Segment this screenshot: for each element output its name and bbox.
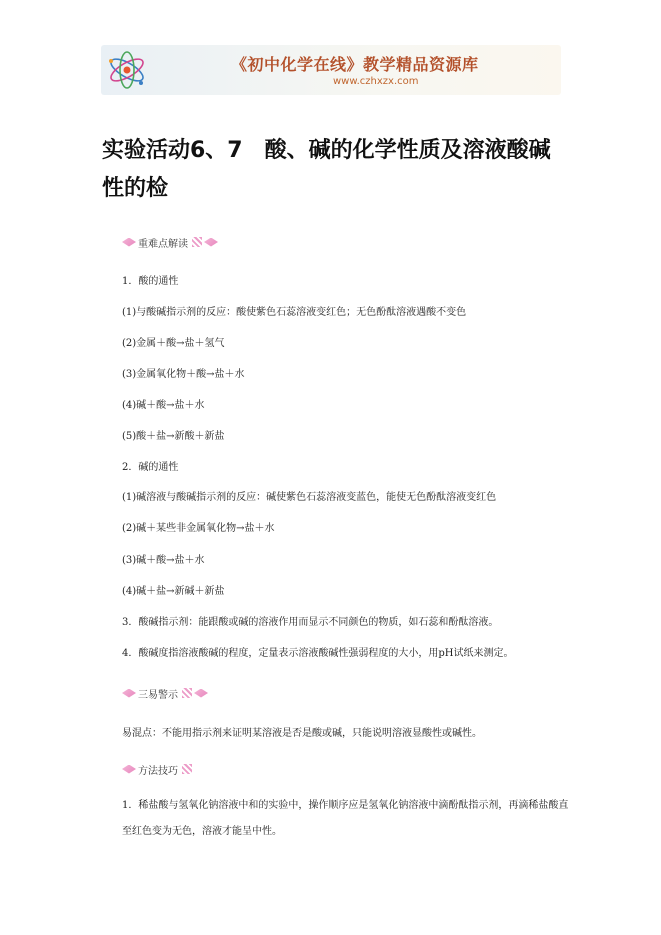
diamond-icon <box>204 238 218 247</box>
list-item: (5)酸＋盐→新酸＋新盐 <box>122 431 225 442</box>
section-label: 重难点解读 <box>138 238 188 250</box>
atom-icon <box>101 47 153 93</box>
diamond-icon <box>122 765 136 774</box>
list-item: 1．酸的通性 <box>122 276 179 287</box>
tips-text: 1．稀盐酸与氢氧化钠溶液中和的实验中，操作顺序应是氢氧化钠溶液中滴酚酞指示剂，再滴稀盐酸直至红色变为无色，溶液才能呈中性。 <box>122 800 569 837</box>
stripe-icon <box>192 237 202 247</box>
banner-url: www.czhxzx.com <box>333 76 419 87</box>
list-item: (3)金属氧化物＋酸→盐＋水 <box>122 369 245 380</box>
diamond-icon <box>194 689 208 698</box>
section-tag-key-points <box>122 235 218 249</box>
section-tag-warnings <box>122 686 208 700</box>
header-banner <box>101 45 561 95</box>
list-item: (3)碱＋酸→盐＋水 <box>122 555 205 566</box>
stripe-icon <box>182 688 192 698</box>
diamond-icon <box>122 689 136 698</box>
list-item: (4)碱＋盐→新碱＋新盐 <box>122 586 225 597</box>
stripe-icon <box>182 764 192 774</box>
page-title: 实验活动6、7 酸、碱的化学性质及溶液酸碱性的检 <box>102 138 551 201</box>
banner-title: 《初中化学在线》教学精品资源库 <box>231 55 479 74</box>
list-item: (1)碱溶液与酸碱指示剂的反应：碱使紫色石蕊溶液变蓝色，能使无色酚酞溶液变红色 <box>122 492 497 503</box>
list-item: 3．酸碱指示剂：能跟酸或碱的溶液作用而显示不同颜色的物质，如石蕊和酚酞溶液。 <box>122 617 499 628</box>
list-item: (2)金属＋酸→盐＋氢气 <box>122 338 225 349</box>
section-label: 方法技巧 <box>138 765 178 777</box>
list-item: (2)碱＋某些非金属氧化物→盐＋水 <box>122 523 275 534</box>
list-item: 4．酸碱度指溶液酸碱的程度，定量表示溶液酸碱性强弱程度的大小，用pH试纸来测定。 <box>122 648 514 659</box>
section-label: 三易警示 <box>138 689 178 701</box>
diamond-icon <box>122 238 136 247</box>
list-item: (1)与酸碱指示剂的反应：酸使紫色石蕊溶液变红色；无色酚酞溶液遇酸不变色 <box>122 307 467 318</box>
list-item: (4)碱＋酸→盐＋水 <box>122 400 205 411</box>
list-item: 2．碱的通性 <box>122 462 179 473</box>
warning-text: 易混点：不能用指示剂来证明某溶液是否是酸或碱，只能说明溶液显酸性或碱性。 <box>122 728 482 739</box>
section-tag-tips <box>122 762 194 776</box>
